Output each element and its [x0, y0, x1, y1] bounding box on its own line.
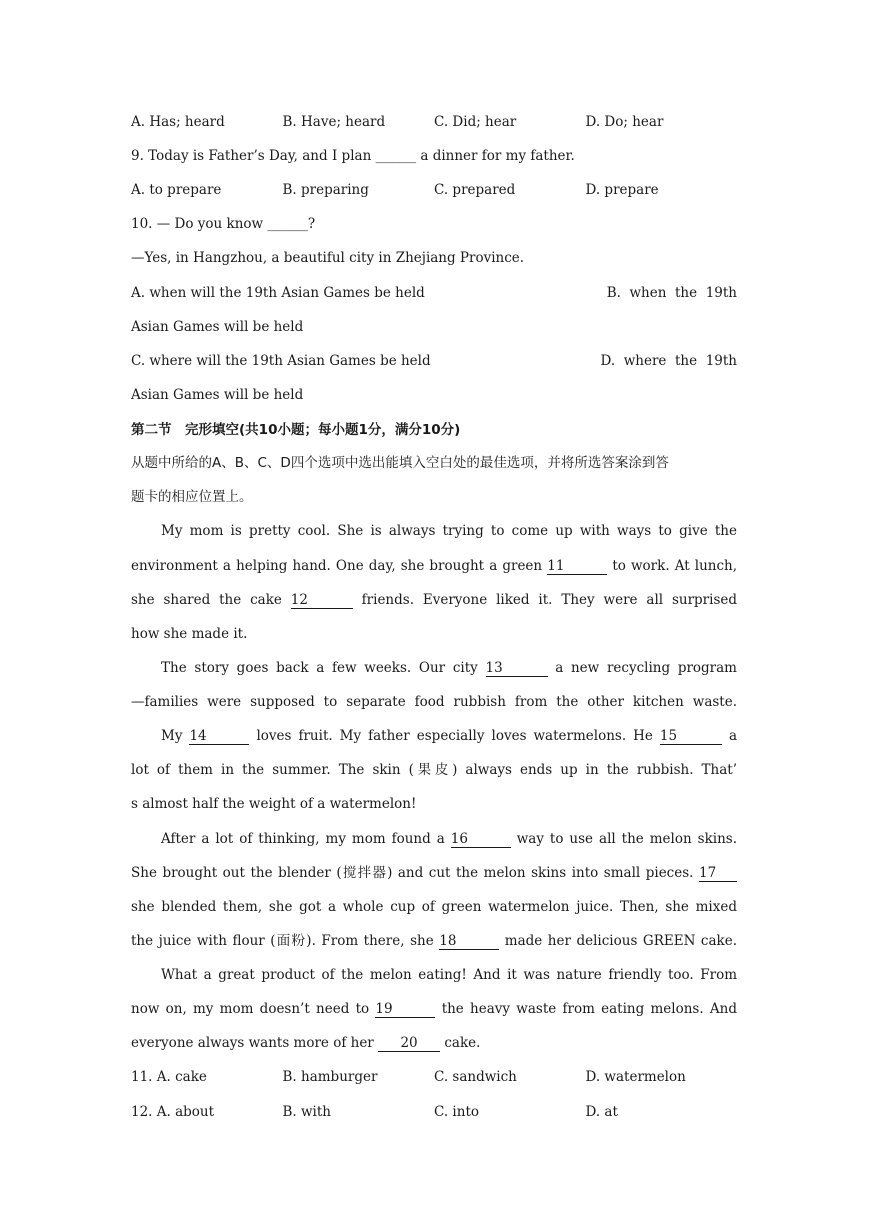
blank-19: 19: [375, 1001, 435, 1018]
section-instruction-1: 从题中所给的A、B、C、D四个选项中选出能填入空白处的最佳选项，并将所选答案涂到答: [131, 455, 669, 471]
passage-p5-line1: What a great product of the melon eating! And it was nature friendly too. From: [161, 967, 737, 983]
blank-11: 11: [547, 558, 607, 575]
q9-blank: ______: [375, 148, 417, 164]
q10-options-ab: [131, 283, 737, 303]
q8-option-a: A. Has; heard: [131, 114, 225, 130]
q10-option-b-cont: Asian Games will be held: [131, 319, 304, 335]
passage-p3-line1: My 14 loves fruit. My father especially loves watermelons. He 15 a: [161, 728, 737, 744]
passage-p3-line2: lot of them in the summer. The skin (果皮) always ends up in the rubbish. That’: [131, 762, 737, 778]
blank-17: 17: [699, 865, 737, 882]
q10-option-a: A. when will the 19th Asian Games be held: [131, 285, 425, 301]
section-heading: 第二节 完形填空(共10小题；每小题1分，满分10分): [131, 422, 461, 438]
q11-option-a: 11. A. cake: [131, 1069, 207, 1085]
q9-option-b: B. preparing: [282, 182, 369, 198]
passage-p2-line1: The story goes back a few weeks. Our city 13 a new recycling program: [161, 660, 737, 676]
q12-option-b: B. with: [282, 1104, 331, 1120]
passage-p5-line3: everyone always wants more of her 20 cake.: [131, 1035, 481, 1051]
q12-option-c: C. into: [434, 1104, 479, 1120]
q10-option-d: D. where the 19th: [600, 353, 737, 369]
q11-option-c: C. sandwich: [434, 1069, 517, 1085]
blank-20: 20: [378, 1035, 440, 1052]
q8-option-c: C. Did; hear: [434, 114, 517, 130]
q11-options: [131, 1067, 737, 1087]
q10-stem: 10. — Do you know ______?: [131, 216, 316, 232]
q10-answer: —Yes, in Hangzhou, a beautiful city in Zhejiang Province.: [131, 250, 525, 266]
blank-14: 14: [189, 728, 249, 745]
blank-13: 13: [486, 660, 548, 677]
q9-options: [131, 180, 737, 200]
q9-stem: 9. Today is Father’s Day, and I plan ______ a dinner for my father.: [131, 148, 575, 164]
q11-option-d: D. watermelon: [585, 1069, 686, 1085]
q12-options: [131, 1102, 737, 1122]
q11-option-b: B. hamburger: [282, 1069, 378, 1085]
passage-p1-line2: environment a helping hand. One day, she brought a green 11 to work. At lunch,: [131, 558, 737, 574]
q8-option-b: B. Have; heard: [282, 114, 386, 130]
q12-option-d: D. at: [585, 1104, 618, 1120]
passage-p4-line4: the juice with flour (面粉). From there, she 18 made her delicious GREEN cake.: [131, 933, 737, 949]
passage-p1-line4: how she made it.: [131, 626, 248, 642]
q9-option-a: A. to prepare: [131, 182, 222, 198]
passage-p1-line1: My mom is pretty cool. She is always trying to come up with ways to give the: [161, 523, 737, 539]
q10-option-d-cont: Asian Games will be held: [131, 387, 304, 403]
q9-option-d: D. prepare: [585, 182, 659, 198]
q10-option-b: B. when the 19th: [606, 285, 737, 301]
q9-option-c: C. prepared: [434, 182, 516, 198]
q12-option-a: 12. A. about: [131, 1104, 215, 1120]
blank-16: 16: [451, 831, 511, 848]
passage-p2-line2: —families were supposed to separate food rubbish from the other kitchen waste.: [131, 694, 737, 710]
q10-option-c: C. where will the 19th Asian Games be held: [131, 353, 431, 369]
section-instruction-2: 题卡的相应位置上。: [131, 489, 253, 505]
passage-p4-line3: she blended them, she got a whole cup of green watermelon juice. Then, she mixed: [131, 899, 737, 915]
passage-p5-line2: now on, my mom doesn’t need to 19 the heavy waste from eating melons. And: [131, 1001, 737, 1017]
blank-18: 18: [439, 933, 499, 950]
q8-option-d: D. Do; hear: [585, 114, 664, 130]
passage-p4-line1: After a lot of thinking, my mom found a 16 way to use all the melon skins.: [161, 831, 737, 847]
q8-options: [131, 112, 737, 132]
blank-12: 12: [291, 592, 353, 609]
blank-15: 15: [660, 728, 722, 745]
passage-p4-line2: She brought out the blender (搅拌器) and cut the melon skins into small pieces. 17: [131, 863, 737, 883]
passage-p3-line3: s almost half the weight of a watermelon!: [131, 796, 417, 812]
q10-options-cd: [131, 351, 737, 371]
passage-p1-line3: she shared the cake 12 friends. Everyone liked it. They were all surprised: [131, 592, 738, 608]
